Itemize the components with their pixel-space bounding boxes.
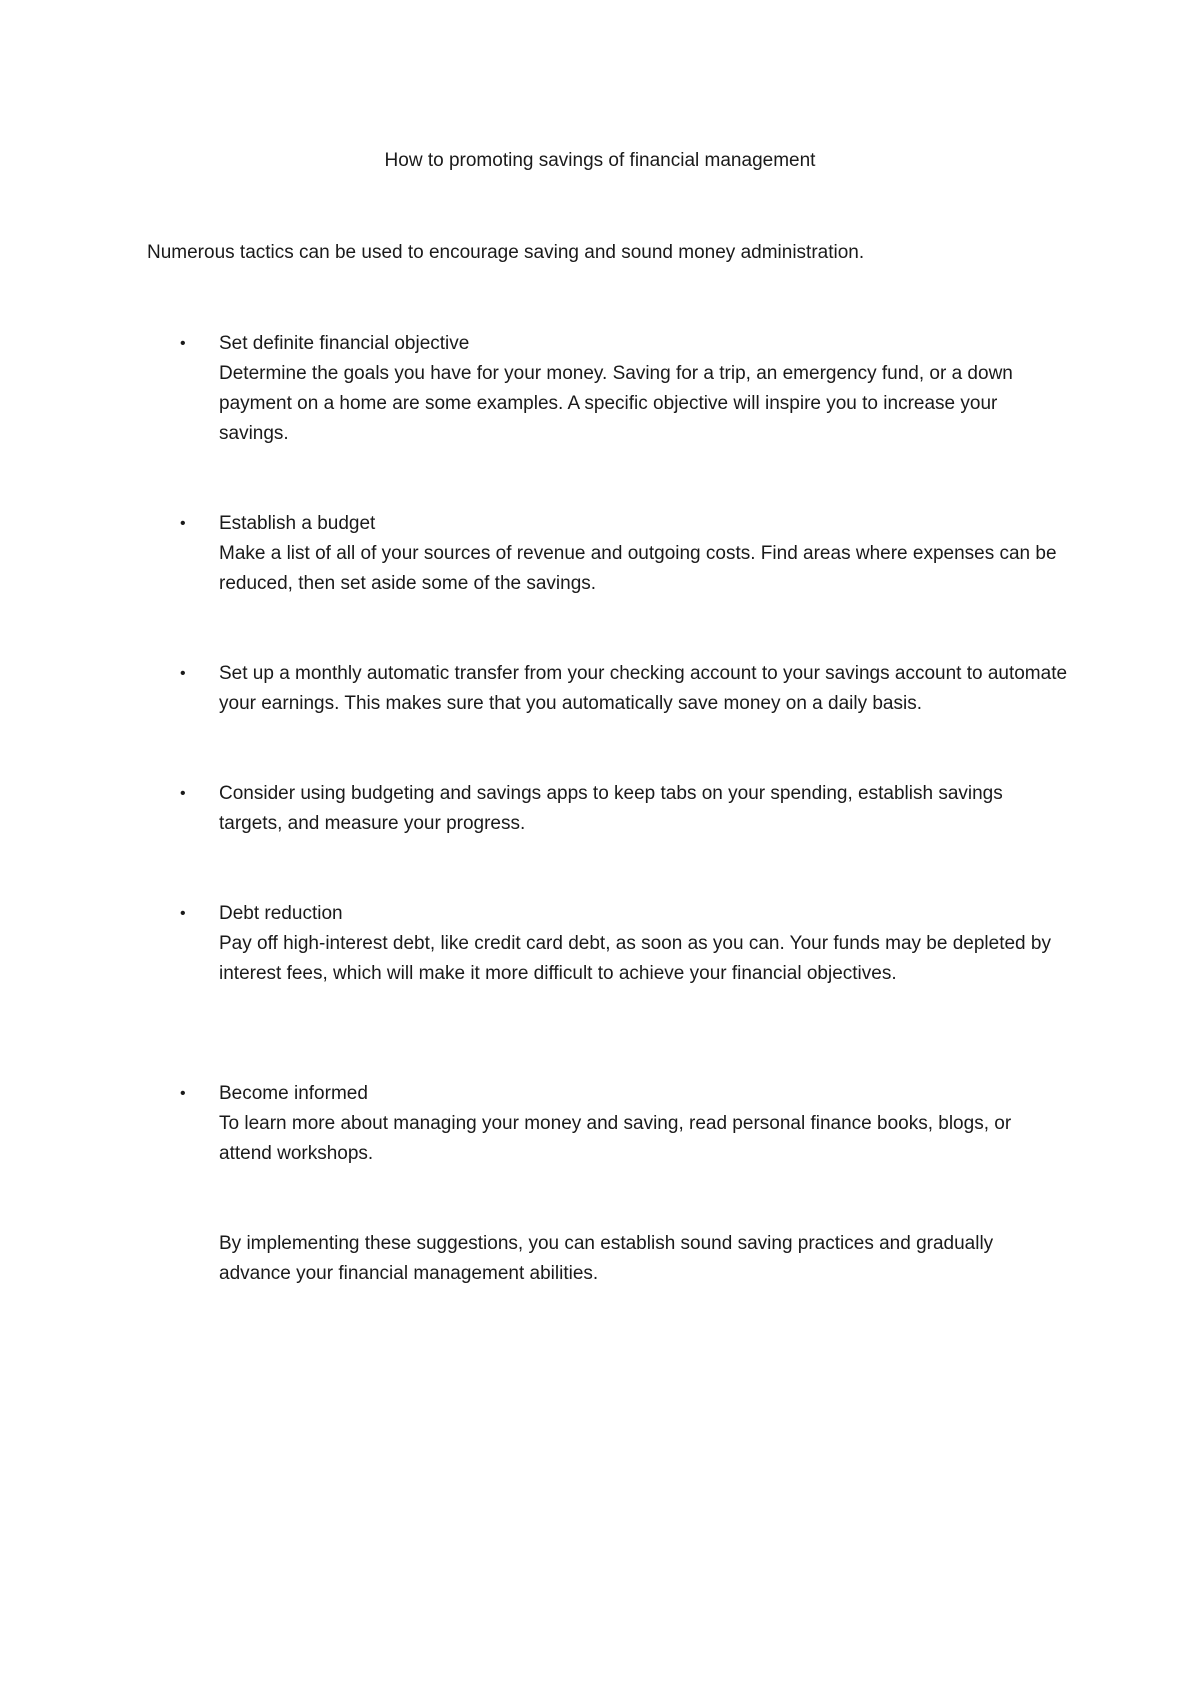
list-item	[180, 1079, 1069, 1169]
bullet-icon: •	[180, 665, 186, 682]
document-title: How to promoting savings of financial management	[384, 150, 816, 171]
closing-paragraph: By implementing these suggestions, you can establish sound saving practices and gradually advance your financial management abilities.	[219, 1233, 994, 1284]
item-body: Set up a monthly automatic transfer from your checking account to your savings account to automate your earnings. This makes sure that you automatically save money on a daily basis.	[219, 663, 1073, 714]
list-item	[180, 659, 1073, 719]
item-heading: Debt reduction	[219, 903, 343, 924]
item-body: Consider using budgeting and savings apps to keep tabs on your spending, establish savings targets, and measure your progress.	[219, 783, 1009, 834]
item-heading: Become informed	[219, 1083, 368, 1104]
list-item	[180, 509, 1069, 599]
item-heading: Set definite financial objective	[219, 333, 470, 354]
intro-paragraph: Numerous tactics can be used to encourage saving and sound money administration.	[147, 242, 865, 263]
bullet-icon: •	[180, 785, 186, 802]
bullet-icon: •	[180, 1085, 186, 1102]
item-body: Determine the goals you have for your money. Saving for a trip, an emergency fund, or a down payment on a home are some examples. A specific objective will inspire you to increase your savings.	[219, 363, 1019, 444]
list-item	[180, 329, 1069, 449]
bullet-icon: •	[180, 515, 186, 532]
list-item	[180, 899, 1069, 989]
item-body: To learn more about managing your money and saving, read personal finance books, blogs, or attend workshops.	[219, 1113, 1017, 1164]
item-body: Pay off high-interest debt, like credit card debt, as soon as you can. Your funds may be depleted by interest fees, which will make it more difficult to achieve your financial objectives.	[219, 933, 1057, 984]
list-item	[180, 779, 1069, 839]
item-heading: Establish a budget	[219, 513, 376, 534]
bullet-icon: •	[180, 335, 186, 352]
item-body: Make a list of all of your sources of revenue and outgoing costs. Find areas where expenses can be reduced, then set aside some of the savings.	[219, 543, 1062, 594]
bullet-icon: •	[180, 905, 186, 922]
